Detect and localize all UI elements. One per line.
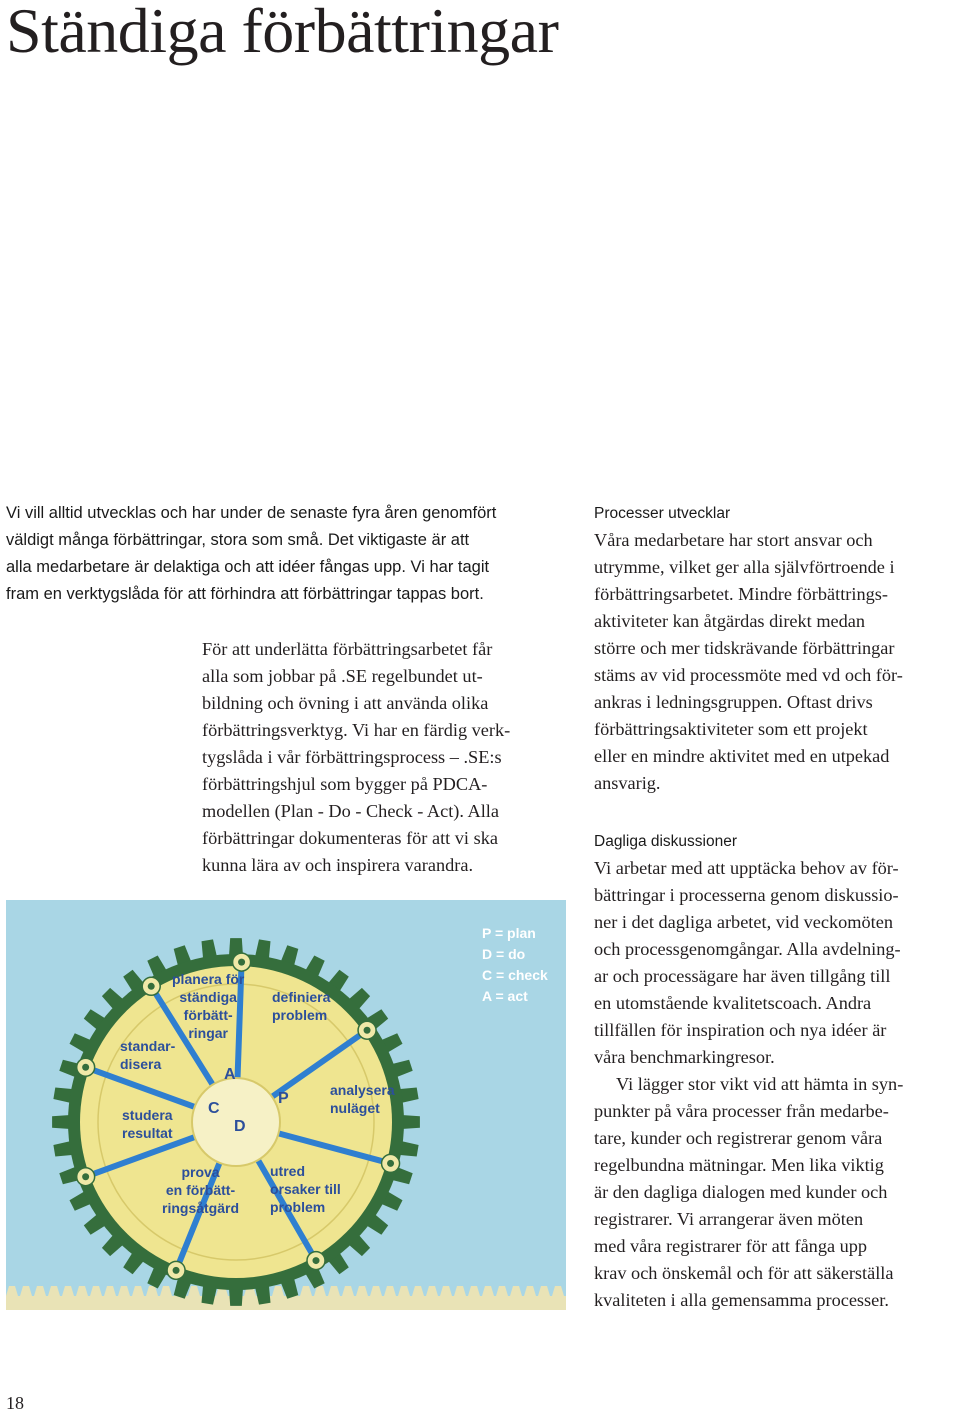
pdca-legend (482, 923, 548, 1007)
text-line: kvaliteten i alla gemensamma processer. (594, 1290, 889, 1310)
text-line: aktiviteter kan åtgärdas direkt medan (594, 611, 866, 631)
text-line: tillfällen för inspiration och nya idéer är (594, 1020, 887, 1040)
text-line: krav och önskemål och för att säkerställa (594, 1263, 894, 1283)
label-utred: utred orsaker till problem (270, 1163, 341, 1215)
text-line: Vi lägger stor vikt vid att hämta in syn- (616, 1074, 904, 1094)
intro-line: alla medarbetare är delaktiga och att idéer fångas upp. Vi har tagit (6, 558, 490, 576)
label-planera: planera för ständiga förbätt- ringar (172, 971, 245, 1041)
text-line: regelbundna mätningar. Men lika viktig (594, 1155, 884, 1175)
text-line: förbättringsarbetet. Mindre förbättrings- (594, 584, 888, 604)
text-line: ar och processägare har även tillgång till (594, 966, 891, 986)
rim-stud-center (148, 983, 155, 990)
page-number: 18 (6, 1393, 24, 1413)
text-line: bättringar i processerna genom diskussio- (594, 885, 899, 905)
intro-line: väldigt många förbättringar, stora som små. Det viktigaste är att (6, 531, 470, 549)
text-line: är den dagliga dialogen med kunder och (594, 1182, 888, 1202)
improvement-wheel-illustration (6, 900, 566, 1310)
intro-line: Vi vill alltid utvecklas och har under de senaste fyra åren genomfört (6, 504, 497, 522)
middle-line: förbättringshjul som bygger på PDCA- (202, 774, 488, 794)
rim-stud-center (238, 959, 245, 966)
middle-line: bildning och övning i att använda olika (202, 693, 489, 713)
section-paragraph (594, 527, 960, 797)
text-line: utrymme, vilket ger alla självförtroende i (594, 557, 895, 577)
label-analysera: analysera nuläget (330, 1082, 395, 1116)
middle-line: kunna lära av och inspirera varandra. (202, 855, 474, 875)
text-line: ankras i ledningsgruppen. Oftast drivs (594, 692, 873, 712)
middle-line: För att underlätta förbättringsarbetet får (202, 639, 493, 659)
section-paragraph (594, 855, 960, 1071)
section-processer-utvecklar (594, 500, 960, 797)
text-line: och processgenomgångar. Alla avdelning- (594, 939, 901, 959)
label-prova: prova en förbätt- ringsåtgärd (162, 1164, 240, 1216)
legend-item: C = check (482, 967, 548, 983)
legend-item: A = act (482, 988, 528, 1004)
text-line: stäms av vid processmöte med vd och för- (594, 665, 903, 685)
rim-stud-center (313, 1257, 320, 1264)
text-line: större och mer tidskrävande förbättringar (594, 638, 895, 658)
label-standardisera: standar- disera (120, 1038, 176, 1072)
text-line: med våra registrarer för att fånga upp (594, 1236, 868, 1256)
hub-letter-p: P (278, 1090, 289, 1107)
section-dagliga-diskussioner (594, 828, 960, 1314)
text-line: ansvarig. (594, 773, 661, 793)
rim-stud-center (82, 1064, 89, 1071)
text-line: Vi arbetar med att upptäcka behov av för- (594, 858, 899, 878)
rim-stud-center (387, 1160, 394, 1167)
intro-line: fram en verktygslåda för att förhindra att förbättringar tappas bort. (6, 585, 484, 603)
rim-stud-center (82, 1173, 89, 1180)
legend-item: P = plan (482, 925, 536, 941)
middle-paragraph (202, 636, 568, 879)
section-heading: Processer utvecklar (594, 505, 731, 522)
text-line: våra benchmarkingresor. (594, 1047, 775, 1067)
middle-line: alla som jobbar på .SE regelbundet ut- (202, 666, 483, 686)
legend-item: D = do (482, 946, 526, 962)
text-line: Våra medarbetare har stort ansvar och (594, 530, 873, 550)
text-line: punkter på våra processer från medarbe- (594, 1101, 889, 1121)
intro-text (6, 500, 581, 608)
section-paragraph (594, 1071, 960, 1314)
text-line: ner i det dagliga arbetet, vid veckomöten (594, 912, 893, 932)
text-line: tare, kunder och registrerar genom våra (594, 1128, 883, 1148)
middle-line: tygslåda i vår förbättringsprocess – .SE:s (202, 747, 502, 767)
rim-stud-center (173, 1267, 180, 1274)
hub-letter-c: C (208, 1100, 220, 1117)
middle-line: förbättringar dokumenteras för att vi ska (202, 828, 498, 848)
label-definiera: definiera problem (272, 989, 331, 1023)
middle-line: förbättringsverktyg. Vi har en färdig verk- (202, 720, 511, 740)
rim-stud-center (364, 1027, 371, 1034)
text-line: en utomstående kvalitetscoach. Andra (594, 993, 872, 1013)
rack-base (6, 1296, 566, 1310)
text-line: eller en mindre aktivitet med en utpekad (594, 746, 890, 766)
hub-letter-d: D (234, 1118, 246, 1135)
section-heading: Dagliga diskussioner (594, 833, 738, 850)
text-line: förbättringsaktiviteter som ett projekt (594, 719, 868, 739)
label-studera: studera resultat (122, 1107, 173, 1141)
text-line: registrarer. Vi arrangerar även möten (594, 1209, 864, 1229)
page-title: Ständiga förbättringar (6, 0, 559, 66)
hub-letter-a: A (224, 1066, 236, 1083)
middle-line: modellen (Plan - Do - Check - Act). Alla (202, 801, 499, 821)
